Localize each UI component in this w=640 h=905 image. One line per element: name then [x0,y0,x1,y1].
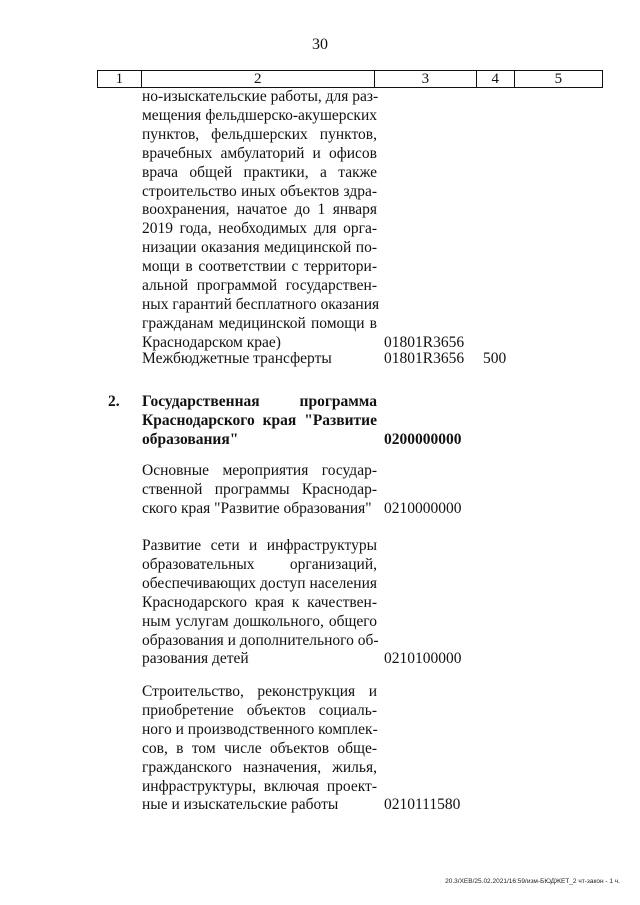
row-name [142,537,377,669]
row-name-line: ного и производственного комплек- [142,720,378,738]
row-name [142,88,380,353]
row-name-line: ственной программы Краснодар- [142,480,377,498]
row-name-line: Краснодарского края "Развитие [142,411,377,429]
row-name-line: альной программой государствен- [142,277,377,295]
row-name-line: обеспечивающих доступ населения [142,574,377,592]
row-code: 0210111580 [384,796,461,814]
row-name-line: Развитие сети и инфраструктуры [142,537,377,554]
row-name-line: мощи в соответствии с территори- [142,258,377,276]
page-number: 30 [312,36,328,53]
row-name-line: мещения фельдшерско-акушерских [142,106,377,124]
row-name-line: сов, в том числе объектов обще- [142,739,377,757]
row-name-line: приобретение объектов социаль- [142,701,377,719]
row-name-line: Государственная программа [142,393,377,410]
row-code: 01801R3656 [384,333,465,351]
row-name-line: ского края "Развитие образования" [142,499,372,517]
row-name-line: врачебных амбулаторий и офисов [142,144,377,162]
row-name-line: Краснодарского края к качествен- [142,593,377,611]
row-name-line: гражданского назначения, жилья, [142,758,377,776]
row-name-line: строительство иных объектов здра- [142,182,377,200]
row-code: 01801R3656 [384,350,465,367]
column-header-row [97,70,603,88]
row-name [142,393,377,450]
row-name-line: ным услугам дошкольного, общего [142,612,377,630]
row-name-line: инфраструктуры, включая проект- [142,777,377,795]
column-header-1: 1 [98,71,142,88]
row-number: 2. [108,393,120,410]
document-footer: 20.3/ХЕВ/25.02.2021/16:59/изм-БЮДЖЕТ_2 чт-закон - 1 ч. [445,878,620,885]
column-header-2: 2 [141,71,374,88]
row-name-line: разования детей [142,650,249,668]
row-expense-type: 500 [483,350,507,367]
row-name-line: низации оказания медицинской по- [142,239,377,257]
row-name-line: врача общей практики, а также [142,163,377,181]
row-name-line: Межбюджетные трансферты [142,350,332,367]
row-name-line: Строительство, реконструкция и [142,683,377,700]
row-code: 0200000000 [384,430,462,448]
row-name-line: образовательных организаций, [142,555,377,573]
row-name-line: но-изыскательские работы, для раз- [142,88,379,105]
row-code: 0210000000 [384,499,462,517]
row-name-line: ные и изыскательские работы [142,796,339,814]
row-name-line: 2019 года, необходимых для орга- [142,220,377,238]
row-name-line: гражданам медицинской помощи в [142,314,377,332]
column-header-3: 3 [374,71,476,88]
row-name-line: воохранения, начатое до 1 января [142,201,377,219]
row-name-line: ных гарантий бесплатного оказания [142,295,380,313]
row-name [142,350,377,369]
column-header-5: 5 [514,71,602,88]
row-code: 0210100000 [384,650,462,668]
row-name-line: пунктов, фельдшерских пунктов, [142,125,377,143]
row-name [142,462,377,519]
row-name-line: Основные мероприятия государ- [142,462,377,479]
column-header-4: 4 [476,71,514,88]
row-name-line: Краснодарском крае) [142,333,281,351]
row-name-line: образования и дополнительного об- [142,631,379,649]
row-name-line: образования" [142,430,239,448]
row-name [142,683,377,815]
